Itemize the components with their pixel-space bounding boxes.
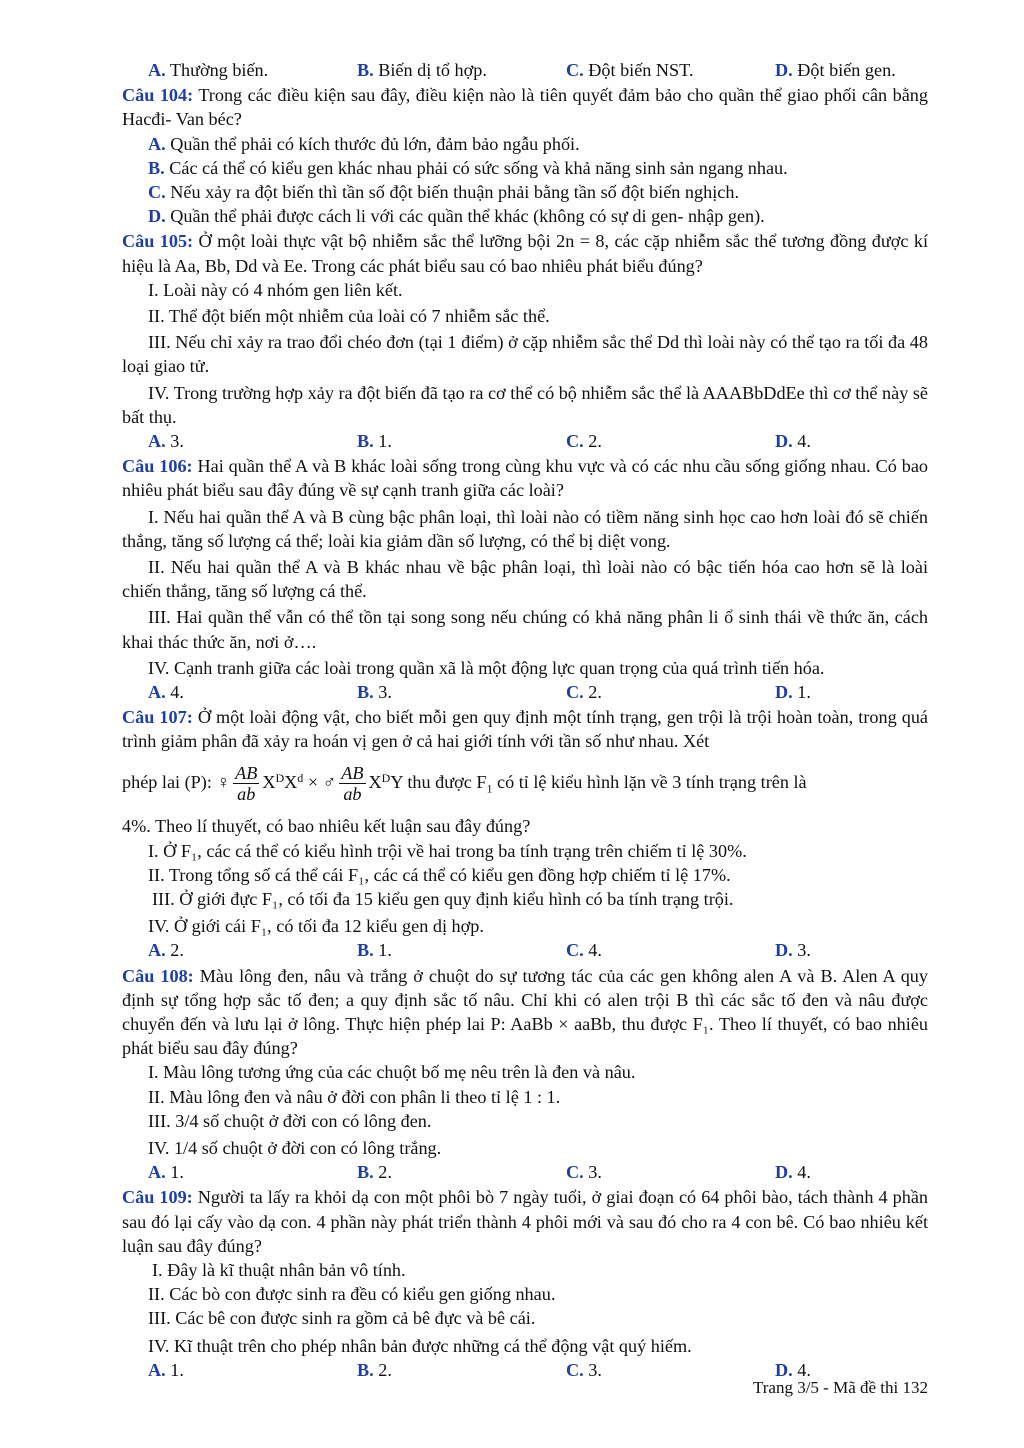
q105-option-c: C. 2. xyxy=(566,431,602,452)
q105-option-a: A. 3. xyxy=(148,431,184,452)
q104-option-b: B. Các cá thể có kiểu gen khác nhau phải có sức sống và khả năng sinh sản ngang nhau. xyxy=(148,157,788,178)
q109-statement-1: I. Đây là kĩ thuật nhân bản vô tính. xyxy=(152,1259,406,1280)
q109-option-a: A. 1. xyxy=(148,1359,184,1380)
q109-statement-3: III. Các bê con được sinh ra gồm cả bê đực và bê cái. xyxy=(148,1308,536,1329)
q105-statement-2: II. Thể đột biến một nhiễm của loài có 7 nhiễm sắc thể. xyxy=(148,306,550,327)
page-footer: Trang 3/5 - Mã đề thi 132 xyxy=(752,1378,928,1397)
q103-option-b: B. Biến dị tổ hợp. xyxy=(357,60,487,80)
q107-option-a: A. 2. xyxy=(148,940,184,961)
q107-options xyxy=(148,938,928,962)
q107-statement-2: II. Trong tổng số cá thể cái F₁, các cá thể có kiểu gen đồng hợp chiếm tỉ lệ 17%. xyxy=(148,864,731,885)
q108-option-d: D. 4. xyxy=(775,1162,811,1183)
q107-option-c: C. 4. xyxy=(566,940,602,961)
question-107: Câu 107: Ở một loài động vật, cho biết mỗi gen quy định một tính trạng, gen trội là trội hoàn toàn, trong quá trình giảm phân đã xảy ra hoán vị gen ở cả hai giới tính với tần số như nhau. Xét xyxy=(122,707,928,752)
q105-options xyxy=(148,429,928,453)
question-108: Câu 108: Màu lông đen, nâu và trắng ở chuột do sự tương tác của các gen không alen A và B. Alen A quy định sự tổng hợp sắc tố đen; a quy định sắc tố nâu. Chỉ khi có alen trội B thì các sắc tố đen và nâu được chuyển đến và lưu lại ở lông. Thực hiện phép lai P: AaBb × aaBb, thu được F₁. Theo lí thuyết, có bao nhiêu phát biểu sau đây đúng? xyxy=(122,965,928,1059)
q106-statement-4: IV. Cạnh tranh giữa các loài trong quần xã là một động lực quan trọng của quá trình tiến hóa. xyxy=(148,657,825,678)
q103-option-d: D. Đột biến gen. xyxy=(775,60,896,80)
q109-statement-2: II. Các bò con được sinh ra đều có kiểu gen giống nhau. xyxy=(148,1284,556,1305)
q107-statement-3: III. Ở giới đực F₁, có tối đa 15 kiểu gen quy định kiểu hình có ba tính trạng trội. xyxy=(152,888,734,909)
q106-options xyxy=(148,680,928,704)
q105-statement-4: IV. Trong trường hợp xảy ra đột biến đã tạo ra cơ thể có bộ nhiễm sắc thể là AAABbDdEe thì cơ thể này sẽ bất thụ. xyxy=(122,382,928,427)
q105-statement-3: III. Nếu chỉ xảy ra trao đổi chéo đơn (tại 1 điểm) ở cặp nhiễm sắc thể Dd thì loài này có thể tạo ra tối đa 48 loại giao tử. xyxy=(122,332,928,377)
q106-option-c: C. 2. xyxy=(566,682,602,703)
q106-statement-1: I. Nếu hai quần thể A và B cùng bậc phân loại, thì loài nào có tiềm năng sinh học cao hơn loài đó sẽ chiến thắng, tăng số lượng cá thể; loài kia giảm dần số lượng, có thể bị diệt vong. xyxy=(122,506,928,551)
question-109: Câu 109: Người ta lấy ra khỏi dạ con một phôi bò 7 ngày tuổi, ở giai đoạn có 64 phôi bào, tách thành 4 phần sau đó lại cấy vào dạ con. 4 phần này phát triển thành 4 phôi mới và sau đó cho ra 4 con bê. Có bao nhiêu kết luận sau đây đúng? xyxy=(122,1187,928,1256)
q103-options xyxy=(148,58,928,82)
q107-female-genotype-fraction: $\frac{AB}{ab}$ xyxy=(235,763,258,805)
q103-option-c: C. Đột biến NST. xyxy=(566,60,694,80)
q108-statement-4: IV. 1/4 số chuột ở đời con có lông trắng. xyxy=(148,1137,442,1158)
q104-option-d: D. Quần thể phải được cách li với các quần thể khác (không có sự di gen- nhập gen). xyxy=(148,206,765,227)
q107-cross-formula: phép lai (P): ♀ $\frac{AB}{ab}$ $X^DX^d$ × ♂ $\frac{AB}{ab}$ $X^DY$ thu được $F_1$ có tỉ lệ kiểu hình lặn về 3 tính trạng trên là xyxy=(122,763,807,805)
q109-option-d: D. 4. xyxy=(775,1359,811,1380)
q108-option-c: C. 3. xyxy=(566,1162,602,1183)
q106-option-b: B. 3. xyxy=(357,682,392,703)
q105-statement-1: I. Loài này có 4 nhóm gen liên kết. xyxy=(148,279,403,300)
q107-statement-4: IV. Ở giới cái F₁, có tối đa 12 kiểu gen dị hợp. xyxy=(148,916,484,937)
q104-option-a: A. Quần thể phải có kích thước đủ lớn, đảm bảo ngẫu phối. xyxy=(148,133,580,154)
q108-statement-3: III. 3/4 số chuột ở đời con có lông đen. xyxy=(148,1110,432,1131)
q107-option-b: B. 1. xyxy=(357,940,392,961)
q109-option-c: C. 3. xyxy=(566,1359,602,1380)
q106-statement-3: III. Hai quần thể vẫn có thể tồn tại song song nếu chúng có khả năng phân li ổ sinh thái về thức ăn, cách khai thác thức ăn, nơi ở…. xyxy=(122,607,928,652)
q104-option-c: C. Nếu xảy ra đột biến thì tần số đột biến thuận phải bằng tần số đột biến nghịch. xyxy=(148,182,739,203)
q109-option-b: B. 2. xyxy=(357,1359,392,1380)
q107-male-genotype-fraction: $\frac{AB}{ab}$ xyxy=(341,763,364,805)
q108-option-b: B. 2. xyxy=(357,1162,392,1183)
q107-stem-continued: 4%. Theo lí thuyết, có bao nhiêu kết luận sau đây đúng? xyxy=(122,816,531,837)
question-105: Câu 105: Ở một loài thực vật bộ nhiễm sắc thể lưỡng bội 2n = 8, các cặp nhiễm sắc thể tương đồng được kí hiệu là Aa, Bb, Dd và Ee. Trong các phát biểu sau có bao nhiêu phát biểu đúng? xyxy=(122,231,928,276)
question-106: Câu 106: Hai quần thể A và B khác loài sống trong cùng khu vực và có các nhu cầu sống giống nhau. Có bao nhiêu phát biểu sau đây đúng về sự cạnh tranh giữa các loài? xyxy=(122,456,928,501)
q108-option-a: A. 1. xyxy=(148,1162,184,1183)
q106-option-a: A. 4. xyxy=(148,682,184,703)
q106-statement-2: II. Nếu hai quần thể A và B khác nhau về bậc phân loại, thì loài nào có bậc tiến hóa cao hơn sẽ là loài chiến thắng, tăng số lượng cá thể. xyxy=(122,557,928,602)
q109-statement-4: IV. Kĩ thuật trên cho phép nhân bản được những cá thể động vật quý hiếm. xyxy=(148,1335,692,1356)
question-104: Câu 104: Trong các điều kiện sau đây, điều kiện nào là tiên quyết đảm bảo cho quần thể giao phối cân bằng Hacđi- Van béc? xyxy=(122,85,928,130)
q107-statement-1: I. Ở F₁, các cá thể có kiểu hình trội về hai trong ba tính trạng trên chiếm tỉ lệ 30%. xyxy=(148,840,747,861)
q105-option-d: D. 4. xyxy=(775,431,811,452)
exam-page xyxy=(122,58,928,1382)
q106-option-d: D. 1. xyxy=(775,682,811,703)
q103-option-a: A. Thường biến. xyxy=(148,60,269,80)
q105-option-b: B. 1. xyxy=(357,431,392,452)
q108-statement-2: II. Màu lông đen và nâu ở đời con phân li theo tỉ lệ 1 : 1. xyxy=(148,1086,561,1107)
q108-options xyxy=(148,1160,928,1184)
q108-statement-1: I. Màu lông tương ứng của các chuột bố mẹ nêu trên là đen và nâu. xyxy=(148,1062,636,1083)
q107-option-d: D. 3. xyxy=(775,940,811,961)
